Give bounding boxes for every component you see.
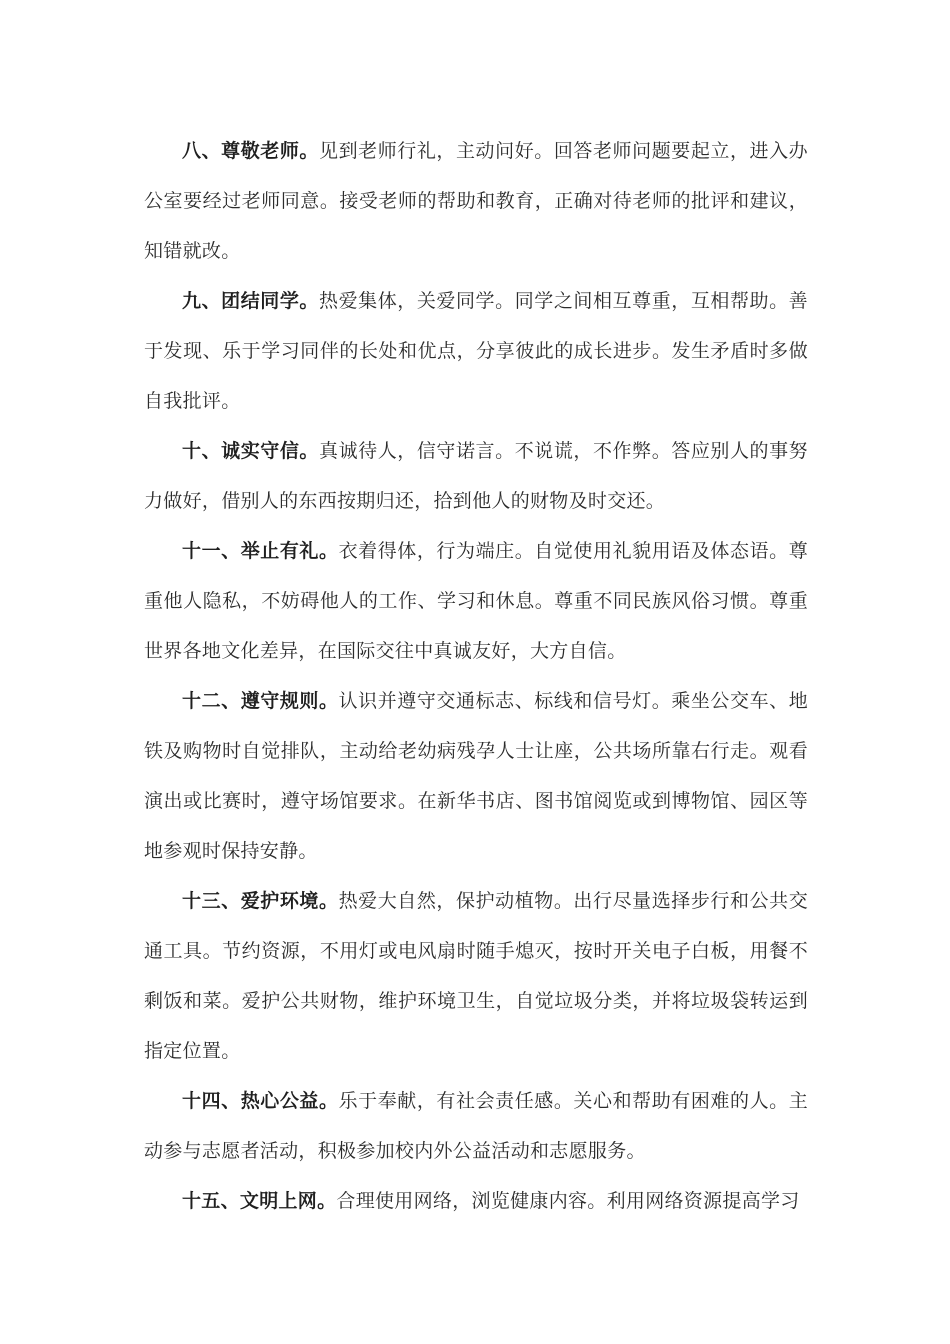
paragraph-unite-classmates bbox=[144, 276, 808, 426]
paragraph-honesty bbox=[144, 426, 808, 526]
paragraph-heading: 十一、举止有礼。 bbox=[182, 540, 339, 562]
paragraph-heading: 九、团结同学。 bbox=[182, 290, 319, 312]
paragraph-text: 见到老师行礼，主动问好。回答老师问题要起立，进入办公室要经过老师同意。接受老师的帮助和教育，正确对待老师的批评和建议，知错就改。 bbox=[144, 140, 808, 262]
paragraph-heading: 十二、遵守规则。 bbox=[182, 690, 339, 712]
paragraph-text: 热爱大自然，保护动植物。出行尽量选择步行和公共交通工具。节约资源，不用灯或电风扇时随手熄灭，按时开关电子白板，用餐不剩饭和菜。爱护公共财物，维护环境卫生，自觉垃圾分类，并将垃圾袋转运到指定位置。 bbox=[144, 890, 809, 1062]
paragraph-courtesy bbox=[144, 526, 808, 676]
paragraph-heading: 十三、爱护环境。 bbox=[182, 890, 339, 912]
paragraph-heading: 八、尊敬老师。 bbox=[182, 140, 319, 162]
paragraph-heading: 十五、文明上网。 bbox=[182, 1190, 337, 1212]
paragraph-civil-internet bbox=[144, 1176, 808, 1226]
paragraph-text: 合理使用网络，浏览健康内容。利用网络资源提高学习 bbox=[336, 1190, 800, 1212]
paragraph-respect-teachers bbox=[144, 126, 808, 276]
paragraph-text: 真诚待人，信守诺言。不说谎，不作弊。答应别人的事努力做好，借别人的东西按期归还，拾到他人的财物及时交还。 bbox=[144, 440, 808, 512]
paragraph-heading: 十四、热心公益。 bbox=[182, 1090, 339, 1112]
document-page bbox=[144, 126, 808, 1226]
paragraph-heading: 十、诚实守信。 bbox=[182, 440, 319, 462]
paragraph-text: 认识并遵守交通标志、标线和信号灯。乘坐公交车、地铁及购物时自觉排队，主动给老幼病残孕人士让座，公共场所靠右行走。观看演出或比赛时，遵守场馆要求。在新华书店、图书馆阅览或到博物馆、园区等地参观时保持安静。 bbox=[144, 690, 809, 862]
paragraph-follow-rules bbox=[144, 676, 808, 876]
paragraph-text: 热爱集体，关爱同学。同学之间相互尊重，互相帮助。善于发现、乐于学习同伴的长处和优点，分享彼此的成长进步。发生矛盾时多做自我批评。 bbox=[144, 290, 808, 412]
paragraph-public-welfare bbox=[144, 1076, 808, 1176]
paragraph-protect-environment bbox=[144, 876, 808, 1076]
paragraph-text: 乐于奉献，有社会责任感。关心和帮助有困难的人。主动参与志愿者活动，积极参加校内外公益活动和志愿服务。 bbox=[144, 1090, 809, 1162]
paragraph-text: 衣着得体，行为端庄。自觉使用礼貌用语及体态语。尊重他人隐私，不妨碍他人的工作、学习和休息。尊重不同民族风俗习惯。尊重世界各地文化差异，在国际交往中真诚友好，大方自信。 bbox=[144, 540, 809, 662]
